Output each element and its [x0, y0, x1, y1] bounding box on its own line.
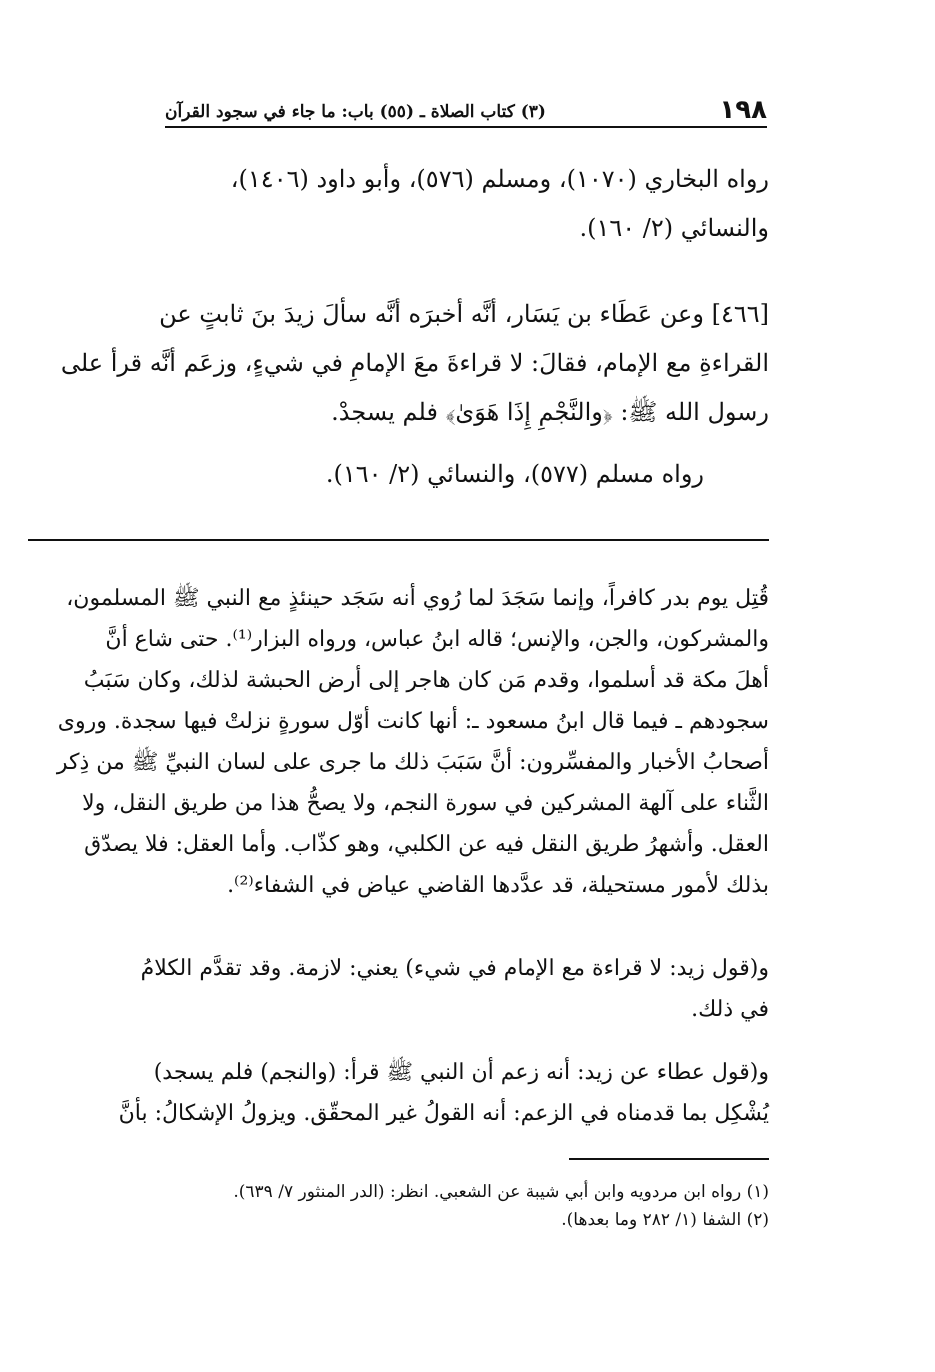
- text-line: قُتِل يوم بدر كافراً، وإنما سَجَدَ لما رُوي أنه سَجَد حينئذٍ مع النبي ﷺ المسلمون،: [66, 586, 769, 611]
- footnotes: [100, 1178, 769, 1234]
- text-line: القراءةِ مع الإمام، فقالَ: لا قراءةَ معَ الإمامِ في شيءٍ، وزعَم أنَّه قرأ على: [60, 349, 769, 377]
- hadith-466: [20, 290, 769, 437]
- text-line: سجودهم ـ فيما قال ابنُ مسعود ـ: أنها كانت أوّل سورةٍ نزلتْ فيها سجدة. وروى: [57, 709, 769, 734]
- text-line: بذلك لأمور مستحيلة، قد عدَّدها القاضي عياض في الشفاء⁽²⁾.: [227, 873, 769, 898]
- running-title: (٣) كتاب الصلاة ـ (٥٥) باب: ما جاء في سجود القرآن: [165, 102, 546, 122]
- page-number: ١٩٨: [719, 95, 767, 125]
- source-note-muslim: [28, 450, 769, 499]
- text-line: و(قول عطاء عن زيد: أنه زعم أن النبي ﷺ قرأ: (والنجم) فلم يسجد): [153, 1060, 769, 1085]
- text-line: والمشركون، والجن، والإنس؛ قاله ابنُ عباس، ورواه البزار⁽¹⁾. حتى شاع أنَّ: [105, 627, 769, 652]
- source-note-bukhari: [28, 155, 769, 253]
- text-line: رسول الله ﷺ: ﴿والنَّجْمِ إِذَا هَوَىٰ﴾ فلم يسجدْ.: [331, 398, 769, 426]
- text-line: الثَّناء على آلهة المشركين في سورة النجم، ولا يصحُّ هذا من طريق النقل، ولا: [82, 791, 769, 816]
- commentary-divider: [28, 539, 769, 541]
- text-line: في ذلك.: [691, 997, 769, 1022]
- text-line: العقل. وأشهرُ طريق النقل فيه عن الكلبي، وهو كذّاب. وأما العقل: فلا يصدّق: [84, 832, 769, 857]
- text-line: و(قول زيد: لا قراءة مع الإمام في شيء) يعني: لازمة. وقد تقدَّم الكلامُ: [140, 956, 769, 981]
- commentary-paragraph-2: [20, 948, 769, 1030]
- text-line: أهلَ مكة قد أسلموا، وقدم مَن كان هاجر إلى أرض الحبشة لذلك، وكان سَبَبُ: [83, 668, 769, 693]
- footnote-2: (٢) الشفا (١/ ٢٨٢ وما بعدها).: [561, 1210, 769, 1230]
- commentary-paragraph-3: [20, 1052, 769, 1134]
- text-line: رواه البخاري (١٠٧٠)، ومسلم (٥٧٦)، وأبو داود (١٤٠٦)،: [230, 165, 769, 193]
- footnote-divider: [569, 1158, 769, 1160]
- text-line: [٤٦٦] وعن عَطَاء بن يَسَار، أنَّه أخبرَه أنَّه سألَ زيدَ بنَ ثابتٍ عن: [159, 300, 769, 328]
- text-line: يُشْكِل بما قدمناه في الزعم: أنه القولُ غير المحقّق. ويزولُ الإشكالُ: بأنَّ: [118, 1101, 769, 1126]
- text-line: رواه مسلم (٥٧٧)، والنسائي (٢/ ١٦٠).: [325, 460, 704, 488]
- commentary-paragraph-1: [20, 578, 769, 906]
- page-header: [165, 92, 767, 128]
- text-line: والنسائي (٢/ ١٦٠).: [579, 214, 769, 242]
- footnote-1: (١) رواه ابن مردويه وابن أبي شيبة عن الشعبي. انظر: (الدر المنثور ٧/ ٦٣٩).: [233, 1182, 769, 1202]
- text-line: أصحابُ الأخبار والمفسِّرون: أنَّ سَبَبَ ذلك ما جرى على لسان النبيِّ ﷺ من ذِكر: [56, 750, 769, 775]
